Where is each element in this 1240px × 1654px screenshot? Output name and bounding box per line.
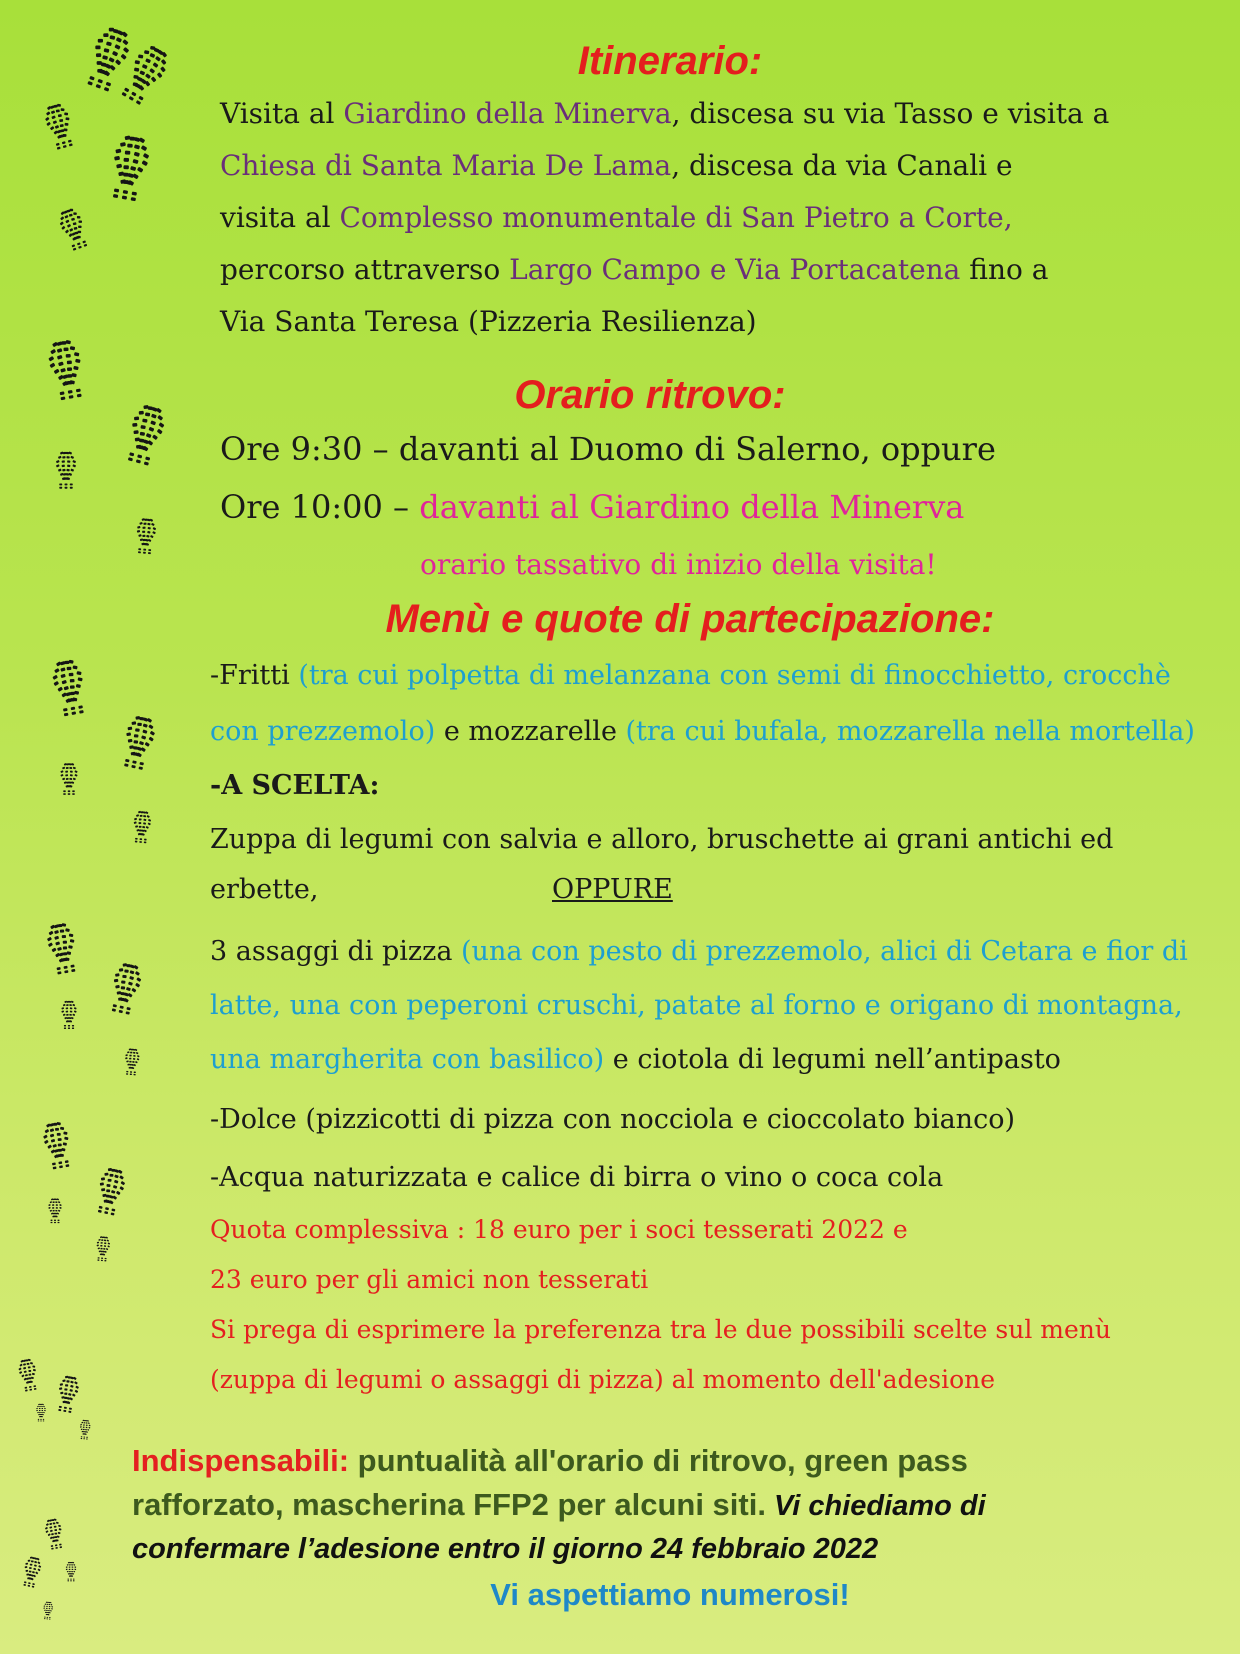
menu-item: e ciotola di legumi nell’antipasto: [604, 1044, 1061, 1075]
confirm-text: Vi chiediamo di: [765, 1490, 986, 1522]
footprint-icon: [49, 1370, 88, 1417]
itin-text: fino a: [960, 253, 1049, 286]
menu-item: -Acqua naturizzata e calice di birra o vino o coca cola: [210, 1162, 944, 1193]
confirm-text: confermare l’adesione entro il giorno 24 febbraio 2022: [132, 1533, 879, 1565]
orario-heading: Orario ritrovo:: [514, 373, 786, 417]
menu-detail: latte, una con peperoni cruschi, patate al forno e origano di montagna,: [210, 990, 1183, 1021]
footprint-icon: [52, 998, 86, 1030]
footprint-icon: [122, 806, 161, 845]
preference-line: (zuppa di legumi o assaggi di pizza) al momento dell'adesione: [210, 1365, 996, 1394]
requirements-text: rafforzato, mascherina FFP2 per alcuni siti.: [132, 1487, 766, 1522]
itin-text: percorso attraverso: [220, 253, 510, 286]
itinerario-heading: Itinerario:: [577, 39, 763, 83]
menu-detail: (tra cui polpetta di melanzana con semi di finocchietto, crocchè: [298, 660, 1171, 691]
footprint-icon: [30, 1402, 52, 1422]
orario-line-2: [220, 482, 964, 532]
footprint-icon: [35, 331, 98, 405]
place-name: Complesso monumentale di San Pietro a Corte,: [339, 201, 1013, 234]
orario-time: Ore 10:00 –: [220, 488, 420, 526]
preference-line: Si prega di esprimere la preferenza tra le due possibili scelte sul menù: [210, 1315, 1111, 1344]
oppure-separator: OPPURE: [552, 874, 673, 905]
place-name: Giardino della Minerva: [343, 97, 672, 130]
requirements-text: puntualità all'orario di ritrovo, green pass: [349, 1443, 968, 1478]
footprint-icon: [35, 915, 88, 980]
footprint-icon: [40, 1196, 70, 1224]
footprint-icon: [39, 651, 99, 721]
requirements-label: Indispensabili:: [132, 1443, 350, 1478]
quota-line: Quota complessiva : 18 euro per i soci tesserati 2022 e: [210, 1215, 908, 1244]
footprint-icon: [30, 95, 87, 155]
menu-item: Zuppa di legumi con salvia e alloro, bruschette ai grani antichi ed: [210, 824, 1114, 855]
footprint-icon: [110, 706, 168, 776]
menu-item: -Fritti: [210, 660, 299, 691]
menu-choice-label: -A SCELTA:: [210, 770, 380, 801]
itin-text: Via Santa Teresa (Pizzeria Resilienza): [220, 305, 757, 338]
menu-detail: con prezzemolo): [210, 716, 436, 747]
menu-item: 3 assaggi di pizza: [210, 936, 462, 967]
footprint-icon: [87, 1233, 119, 1264]
footprint-icon: [85, 1160, 137, 1220]
footprint-icon: [115, 1045, 149, 1078]
place-name: Largo Campo e Via Portacatena: [509, 253, 961, 286]
footprint-icon: [50, 760, 88, 796]
meeting-place: davanti al Giardino della Minerva: [419, 488, 965, 526]
footprint-icon: [44, 199, 103, 258]
itin-text: visita al: [220, 201, 340, 234]
footprint-icon: [73, 1417, 97, 1441]
menu-item: e mozzarelle: [435, 716, 626, 747]
itin-text: , discesa su via Tasso e visita a: [671, 97, 1110, 130]
footprint-icon: [112, 394, 179, 471]
footprint-icon: [98, 954, 153, 1020]
orario-note: orario tassativo di inizio della visita!: [420, 548, 937, 581]
menu-detail: una margherita con basilico): [210, 1044, 605, 1075]
itin-text: , discesa da via Canali e: [671, 149, 1013, 182]
place-name: Chiesa di Santa Maria De Lama: [220, 149, 672, 182]
itin-text: Visita al: [220, 97, 344, 130]
footprint-icon: [11, 1354, 45, 1394]
footprint-icon: [44, 448, 88, 490]
footprint-icon: [15, 1551, 49, 1590]
footprint-icon: [124, 513, 167, 556]
footprint-icon: [32, 1115, 82, 1174]
menu-item: erbette,: [210, 874, 319, 905]
menu-item: -Dolce (pizzicotti di pizza con nocciola e cioccolato bianco): [210, 1104, 1015, 1135]
closing-line: Vi aspettiamo numerosi!: [490, 1577, 850, 1612]
footprint-icon: [94, 125, 166, 206]
menu-detail: (tra cui bufala, mozzarella nella mortella): [625, 716, 1195, 747]
menu-detail: (una con pesto di prezzemolo, alici di Cetara e fior di: [461, 936, 1188, 967]
footprint-icon: [60, 1560, 82, 1582]
footprint-icon: [37, 1514, 70, 1552]
orario-line-1: Ore 9:30 – davanti al Duomo di Salerno, oppure: [220, 430, 996, 468]
menu-heading: Menù e quote di partecipazione:: [385, 597, 995, 641]
footprint-icon: [37, 1599, 59, 1621]
quota-line: 23 euro per gli amici non tesserati: [210, 1265, 649, 1294]
